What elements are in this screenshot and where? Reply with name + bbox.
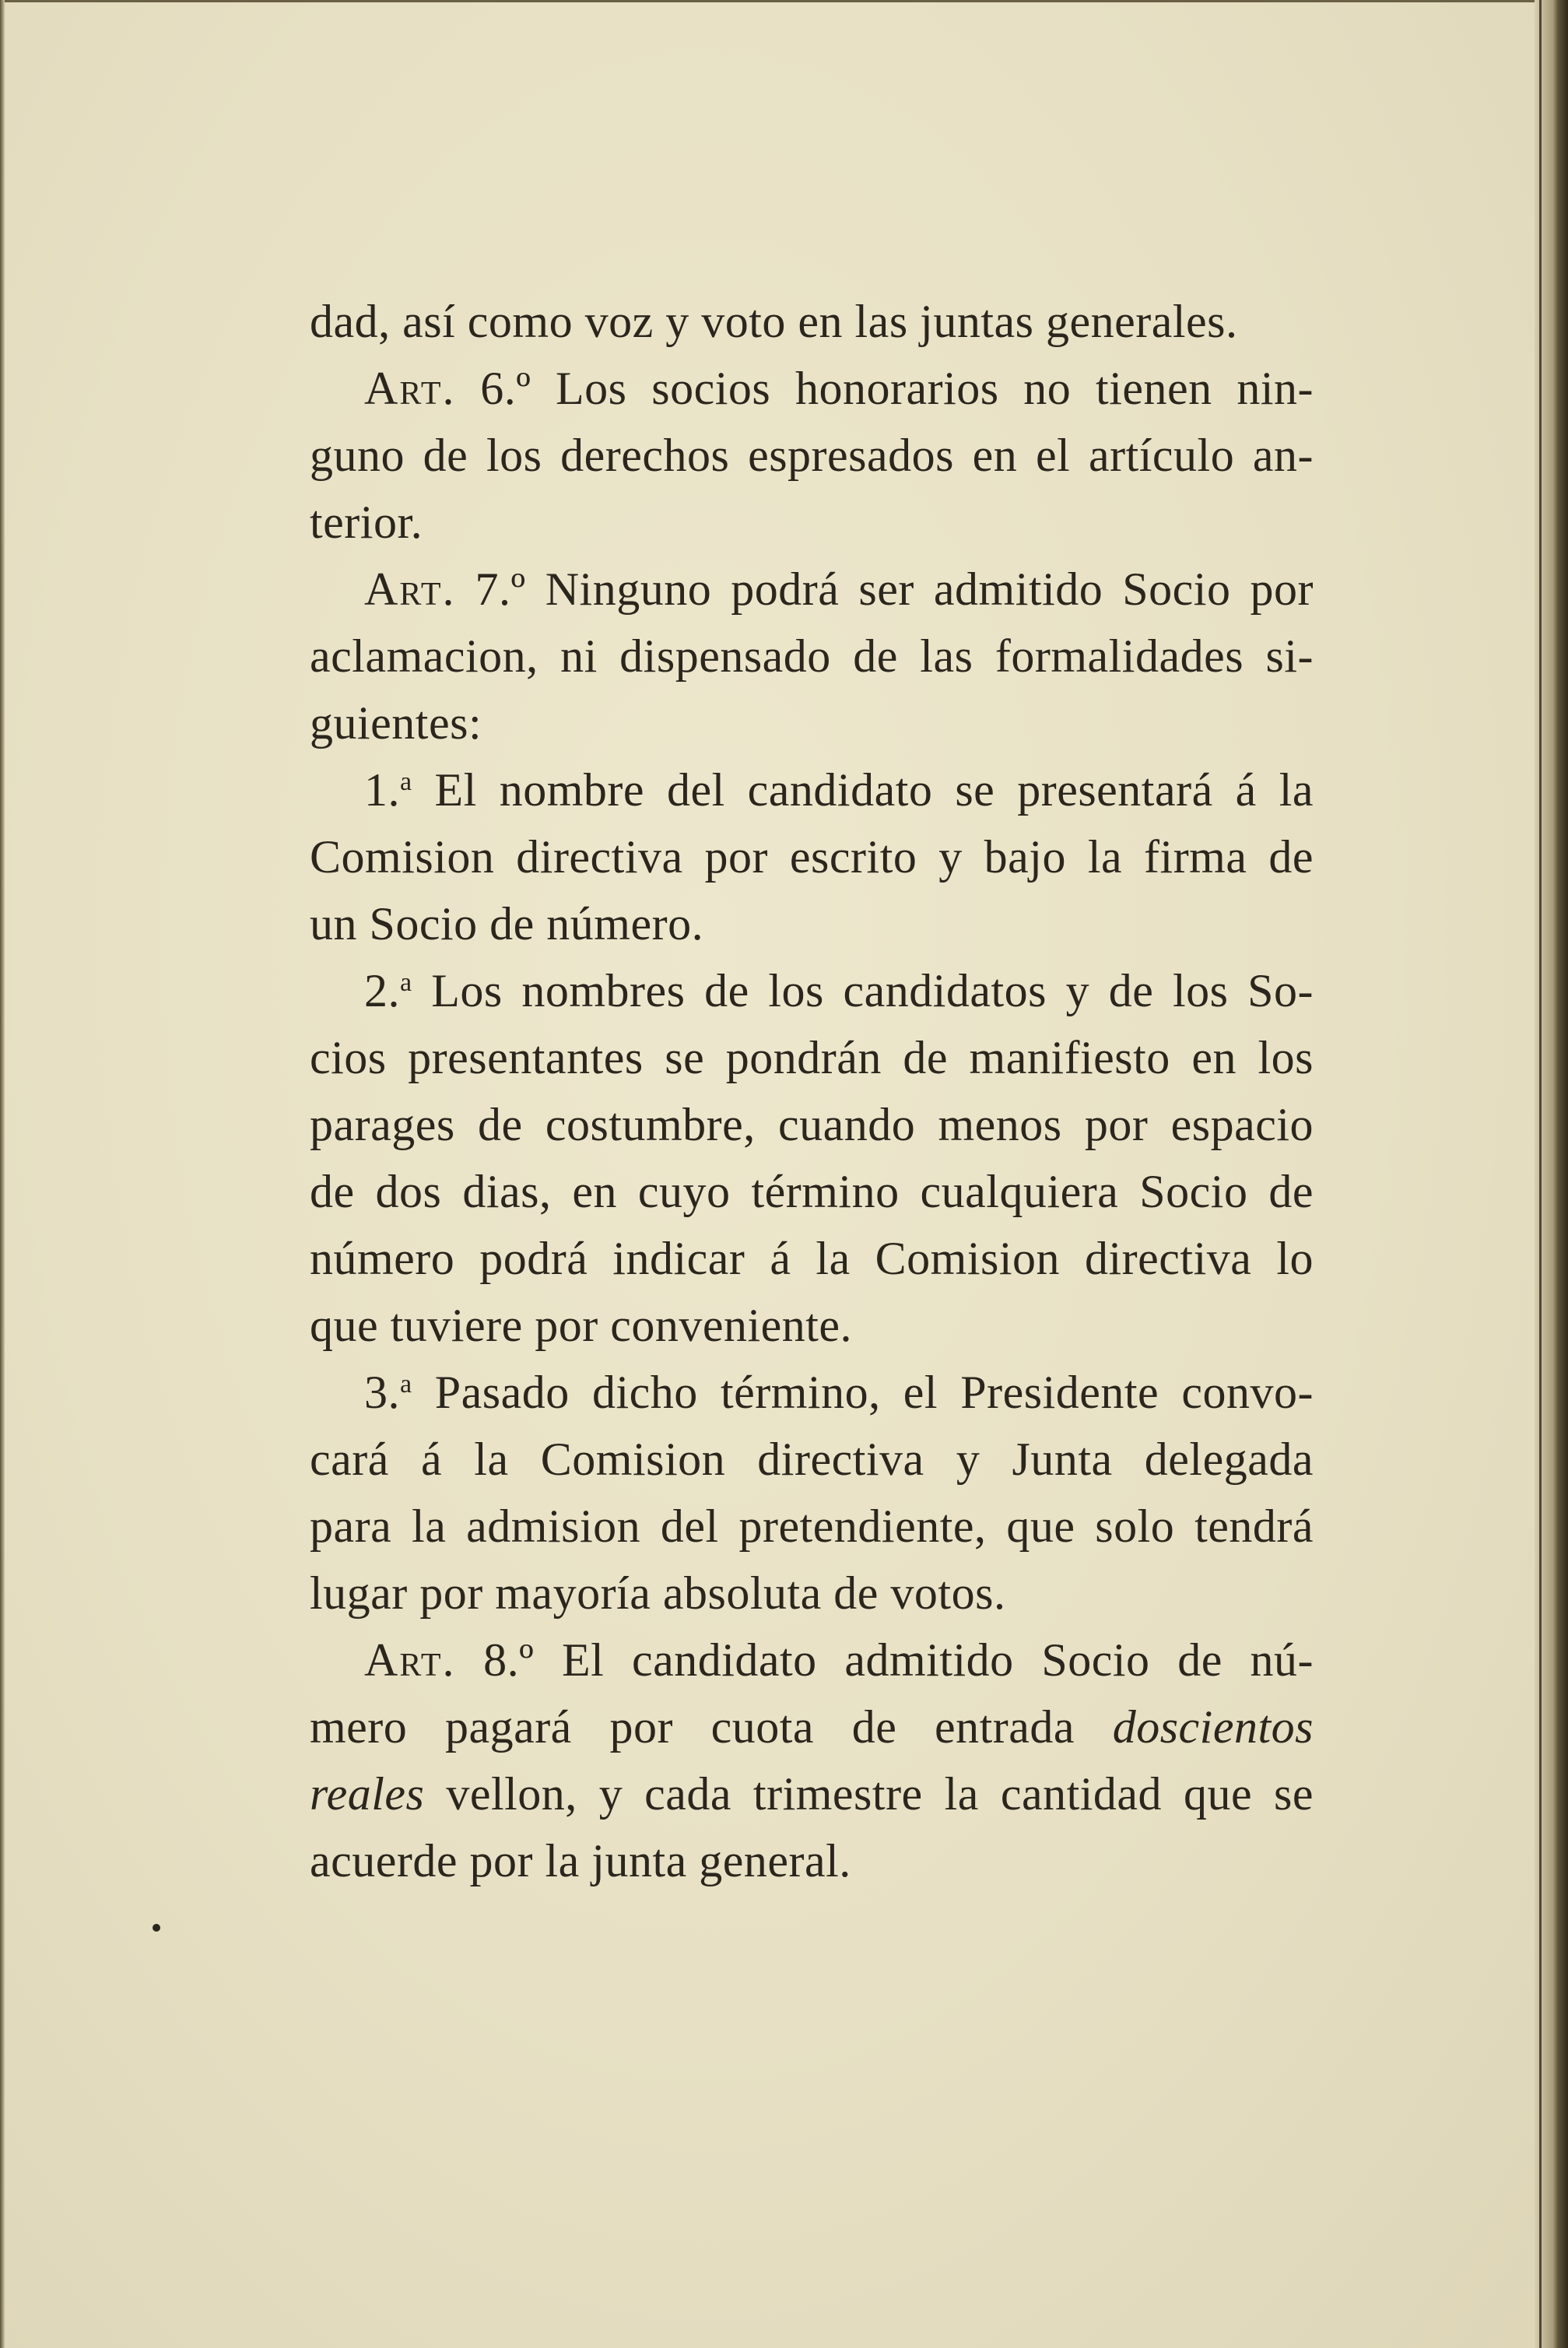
- text-text: cios presentantes se pondrán de manifiesto en los: [310, 1032, 1314, 1083]
- rest-text: Los nombres de los candidatos y de los So-: [412, 965, 1314, 1016]
- text-text: vellon, y cada trimestre la cantidad que se: [424, 1768, 1314, 1820]
- ink-speck: [153, 1924, 160, 1932]
- text-line: [310, 690, 1314, 756]
- italic-text: doscientos: [1112, 1701, 1314, 1753]
- text-text: aclamacion, ni dispensado de las formalidades si-: [310, 630, 1314, 682]
- text-line: [310, 556, 1314, 623]
- art-text: Art.: [364, 1634, 456, 1686]
- text-line: [310, 355, 1314, 422]
- rest-text: El nombre del candidato se presentará á la: [412, 764, 1314, 816]
- rest-text: Pasado dicho término, el Presidente convo-: [412, 1367, 1314, 1418]
- text-line: [310, 1158, 1314, 1225]
- text-line: [310, 1560, 1314, 1627]
- page-top-edge: [0, 0, 1542, 2]
- text-line: [310, 623, 1314, 690]
- italic-lead-text: reales: [310, 1768, 425, 1820]
- sup-text: a: [400, 767, 412, 796]
- text-text: número podrá indicar á la Comision directiva lo: [310, 1233, 1314, 1284]
- text-line: [310, 1292, 1314, 1359]
- text-line: [310, 1426, 1314, 1493]
- text-line: [310, 1024, 1314, 1091]
- text-text: que tuviere por conveniente.: [310, 1300, 853, 1351]
- text-text: parages de costumbre, cuando menos por espacio: [310, 1099, 1314, 1150]
- num-text: 1.: [364, 764, 400, 816]
- text-line: [310, 1225, 1314, 1292]
- text-line: [310, 422, 1314, 489]
- rest-text: 8.º El candidato admitido Socio de nú-: [455, 1634, 1314, 1686]
- page-left-edge: [0, 0, 5, 2348]
- text-text: dad, así como voz y voto en las juntas generales.: [310, 296, 1238, 347]
- text-line: [310, 1627, 1314, 1693]
- binding-line: [1539, 0, 1542, 2348]
- text-line: [310, 1091, 1314, 1158]
- text-text: Comision directiva por escrito y bajo la firma de: [310, 831, 1314, 883]
- sup-text: a: [400, 1370, 412, 1399]
- rest-text: 6.º Los socios honorarios no tienen nin-: [455, 363, 1314, 414]
- text-line: [310, 1359, 1314, 1426]
- text-text: cará á la Comision directiva y Junta delegada: [310, 1434, 1314, 1485]
- text-text: terior.: [310, 497, 423, 548]
- sup-text: a: [400, 968, 412, 997]
- text-text: lugar por mayoría absoluta de votos.: [310, 1567, 1006, 1619]
- rest-text: 7.º Ninguno podrá ser admitido Socio por: [455, 563, 1314, 615]
- text-line: [310, 756, 1314, 823]
- text-line: [310, 489, 1314, 556]
- art-text: Art.: [364, 363, 456, 414]
- text-text: de dos dias, en cuyo término cualquiera Socio de: [310, 1166, 1314, 1217]
- text-text: mero pagará por cuota de entrada: [310, 1701, 1113, 1753]
- text-line: [310, 1493, 1314, 1560]
- text-line: [310, 1827, 1314, 1894]
- text-line: [310, 288, 1314, 355]
- text-text: un Socio de número.: [310, 898, 704, 949]
- text-line: [310, 1760, 1314, 1827]
- text-line: [310, 823, 1314, 890]
- text-text: para la admision del pretendiente, que solo tendrá: [310, 1500, 1314, 1552]
- text-text: guientes:: [310, 697, 482, 749]
- text-line: [310, 1693, 1314, 1760]
- text-line: [310, 957, 1314, 1024]
- art-text: Art.: [364, 563, 456, 615]
- num-text: 2.: [364, 965, 400, 1016]
- text-line: [310, 890, 1314, 957]
- text-text: acuerde por la junta general.: [310, 1835, 851, 1886]
- num-text: 3.: [364, 1367, 400, 1418]
- text-text: guno de los derechos espresados en el artículo an-: [310, 430, 1314, 481]
- document-body-text: [310, 288, 1314, 1894]
